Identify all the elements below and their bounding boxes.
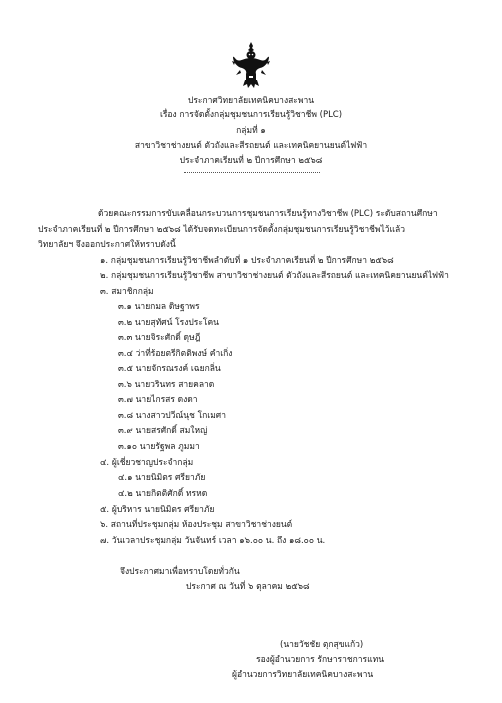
item-4: ๔. ผู้เชี่ยวชาญประจำกลุ่ม — [100, 458, 194, 468]
semester: ประจำภาคเรียนที่ ๒ ปีการศึกษา ๒๕๖๘ — [179, 156, 323, 166]
garuda-emblem — [232, 40, 270, 90]
member-item: ๓.๗ นายไกรสร ดงดา — [118, 395, 198, 405]
item-1: ๑. กลุ่มชุมชนการเรียนรู้วิชาชีพลำดับที่ ๑ ประจำภาคเรียนที่ ๒ ปีการศึกษา ๒๕๖๘ — [100, 256, 394, 266]
group-number: กลุ่มที่ ๑ — [236, 126, 266, 136]
department: สาขาวิชาช่างยนต์ ตัวถังและสีรถยนต์ และเทคนิคยานยนต์ไฟฟ้า — [134, 141, 368, 151]
member-item: ๓.๓ นายจิระศักดิ์ ดุษฎี — [118, 333, 201, 343]
signatory-position-2: ผู้อำนวยการวิทยาลัยเทคนิคบางสะพาน — [232, 670, 374, 680]
member-item: ๓.๑๐ นายรัฐพล ภูมมา — [118, 442, 200, 452]
member-item: ๓.๔ ว่าที่ร้อยตรีกิตติพงษ์ คำเกิ่ง — [118, 349, 233, 359]
item-5: ๕. ผู้บริหาร นายนิมิตร ศรียาภัย — [100, 505, 215, 515]
expert-item: ๔.๑ นายนิมิตร ศรียาภัย — [118, 473, 206, 483]
item-7: ๗. วันเวลาประชุมกลุ่ม วันจันทร์ เวลา ๑๖.๐๐ น. ถึง ๑๘.๐๐ น. — [100, 536, 326, 546]
signatory-position-1: รองผู้อำนวยการ รักษาราชการแทน — [256, 655, 385, 665]
member-item: ๓.๒ นายสุทัศน์ โรงประโคน — [118, 318, 219, 328]
member-item: ๓.๕ นายจักรณรงค์ เฉยกลิ่น — [118, 364, 221, 374]
member-item: ๓.๑ นายกมล ดิษฐาพร — [118, 302, 200, 312]
closing-text: จึงประกาศมาเพื่อทราบโดยทั่วกัน — [120, 567, 240, 577]
member-item: ๓.๙ นายสรศักดิ์ สมใหญ่ — [118, 426, 208, 436]
signatory-name: (นายวัชชัย ตุกสุขแก้ว) — [280, 640, 364, 650]
announcement-subject: เรื่อง การจัดตั้งกลุ่มชุมชนการเรียนรู้วิชาชีพ (PLC) — [159, 110, 343, 120]
intro-line-2: ประจำภาคเรียนที่ ๒ ปีการศึกษา ๒๕๖๘ ได้รับจดทะเบียนการจัดตั้งกลุ่มชุมชนการเรียนรู้วิชาชีพไว้แล้ว — [38, 225, 405, 235]
intro-line-1: ด้วยคณะกรรมการขับเคลื่อนกระบวนการชุมชนการเรียนรู้ทางวิชาชีพ (PLC) ระดับสถานศึกษา — [98, 209, 438, 219]
member-item: ๓.๖ นายวรินทร สายคลาด — [118, 380, 215, 390]
expert-item: ๔.๒ นายกิตติศักดิ์ ทรหด — [118, 489, 208, 499]
member-item: ๓.๘ นางสาวปวีณ์นุช โกเมศา — [118, 411, 226, 421]
item-6: ๖. สถานที่ประชุมกลุ่ม ห้องประชุม สาขาวิชาช่างยนต์ — [100, 520, 293, 530]
announcement-title: ประกาศวิทยาลัยเทคนิคบางสะพาน — [187, 96, 315, 106]
item-2: ๒. กลุ่มชุมชนการเรียนรู้วิชาชีพ สาขาวิชาช่างยนต์ ตัวถังและสีรถยนต์ และเทคนิคยานยนต์ไฟฟ้า — [100, 271, 449, 281]
announcement-date: ประกาศ ณ วันที่ ๖ ตุลาคม ๒๕๖๘ — [186, 582, 310, 592]
item-3: ๓. สมาชิกกลุ่ม — [100, 287, 154, 297]
header-divider — [184, 172, 320, 173]
intro-line-3: วิทยาลัยฯ จึงออกประกาศให้ทราบดังนี้ — [38, 240, 176, 250]
